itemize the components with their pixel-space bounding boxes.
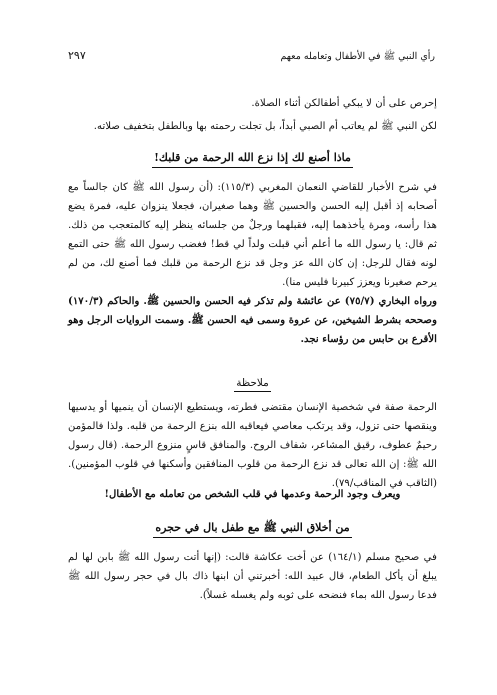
paragraph-mercy-children: ويعرف وجود الرحمة وعدمها في قلب الشخص من تعامله مع الأطفال! [104,488,401,500]
running-title: رأي النبي ﷺ في الأطفال وتعامله معهم [280,51,435,62]
paragraph-narration-sources: ورواه البخاري (٧٥/٧) عن عائشة ولم تذكر فيه الحسن والحسين ﷺ. والحاكم (١٧٠/٣) وصححه بشرط الشيخين، عن عروة وسمى فيه الحسن ﷺ. وسمت الروايات الرجل وهو الأقرع بن حابس من رؤساء نجد. [68,295,437,345]
page-number: ٢٩٧ [68,49,86,62]
section-heading-character [68,520,437,538]
paragraph-prophet-mercy: لكن النبي ﷺ لم يعاتب أم الصبي أبداً، بل تجلت رحمته بها وبالطفل بتخفيف صلاته. [93,121,437,132]
section-heading-mercy [68,150,437,168]
note-heading [68,376,437,392]
paragraph-advice: إحرص على أن لا يبكي أطفالكن أثناء الصلاة. [251,98,437,109]
section-heading-character-text: من أخلاق النبي ﷺ مع طفل بال في حجره [153,520,351,538]
running-header [68,50,435,63]
section-heading-mercy-text: ماذا أصنع لك إذا نزع الله الرحمة من قلبك! [152,150,353,168]
paragraph-mercy-nature: الرحمة صفة في شخصية الإنسان مقتضى فطرته، ويستطيع الإنسان أن ينميها أو يدسيها وينقصها حتى تزول، وقد يرتكب معاصي فيعاقبه الله بنزع الرحمة من قلبه. ولذا فالمؤمن رحيمٌ عطوف، رقيق المشاعر، شفاف الروح. والمنافق قاسٍ منزوع الرحمة. (قال رسول الله ﷺ: إن الله تعالى قد نزع الرحمة من قلوب المنافقين وأسكنها في قلوب المؤمنين). (الثاقب في المناقب/٧٩). [68,402,437,489]
note-heading-text: ملاحظة [234,376,271,392]
paragraph-hadith-muslim: في صحيح مسلم (١٦٤/١) عن أخت عكاشة قالت: (إنها أتت رسول الله ﷺ بابن لها لم يبلغ أن يأكل الطعام، قال عبيد الله: أخبرتني أن ابنها ذاك بال في حجر رسول الله ﷺ فدعا رسول الله بماء فنضحه على ثوبه ولم يغسله غسلاً). [68,552,437,601]
paragraph-hadith-hasan-husain: في شرح الأخبار للقاضي النعمان المغربي (١١٥/٣): (أن رسول الله ﷺ كان جالساً مع أصحابه إذ أقبل إليه الحسن والحسين ﷺ وهما صغيران، فجعلا ينزوان عليه، فمرة يضع هذا رأسه، ومرة يأخذهما إليه، فقبلهما ورجلٌ من جلسائه ينظر إليه كالمتعجب من ذلك. ثم قال: يا رسول الله ما أعلم أني قبلت ولداً لي قط! فغضب رسول الله ﷺ حتى التمع لونه فقال للرجل: إن كان الله عز وجل قد نزع الرحمة من قلبك فما أصنع لك، من لم يرحم صغيرنا ويعزز كبيرنا فليس منا). [68,182,437,288]
